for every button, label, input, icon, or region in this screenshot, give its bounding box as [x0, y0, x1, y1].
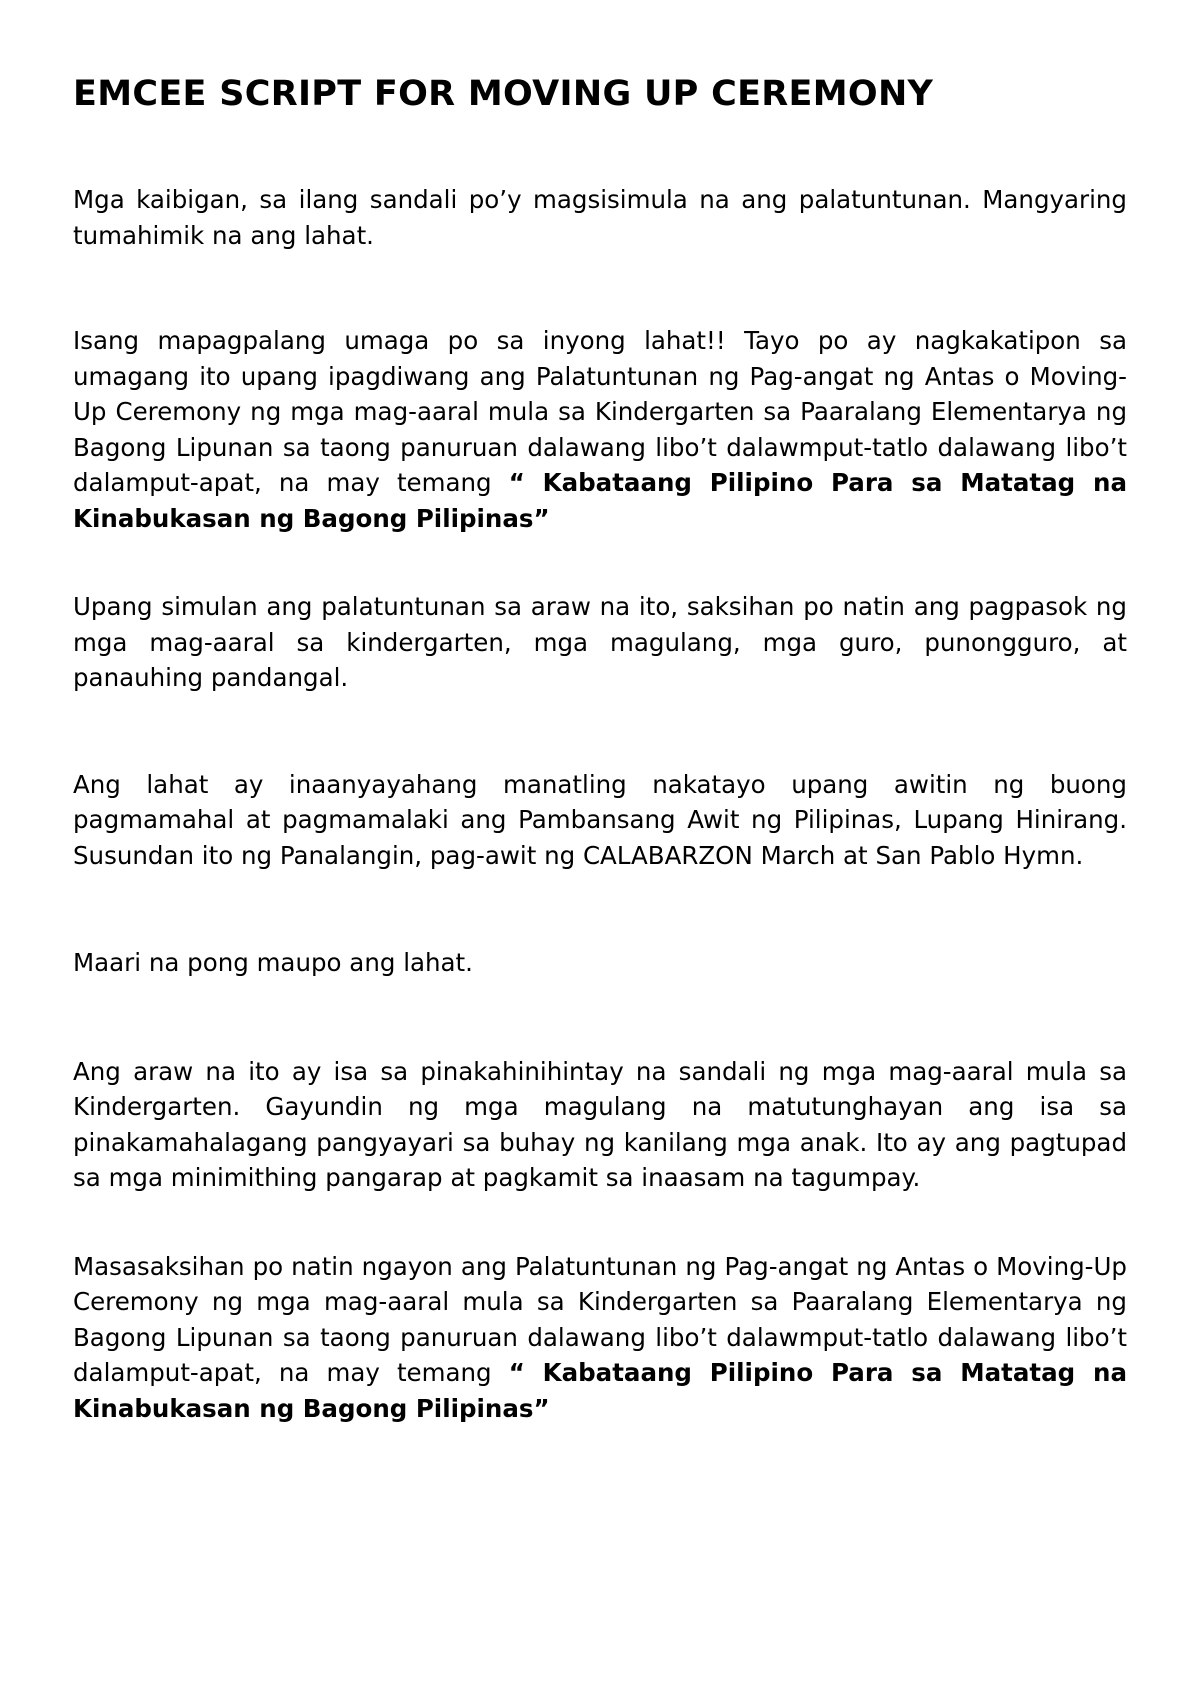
paragraph-text: Masasaksihan po natin ngayon ang Palatuntunan ng Pag-angat ng Antas o Moving-Up Ceremony ng mga mag-aaral mula sa Kindergarten sa Paaralang Elementarya ng Bagong Lipunan sa taong panuruan dalawang libo’t dalawmput-tatlo dalawang libo’t dalamput-apat, na may temang — [73, 1251, 1127, 1387]
document-title: EMCEE SCRIPT FOR MOVING UP CEREMONY — [73, 74, 934, 114]
paragraph-text: Mga kaibigan, sa ilang sandali po’y magsisimula na ang palatuntunan. Mangyaring tumahimik na ang lahat. — [73, 185, 1127, 250]
paragraph-ceremony-intro — [73, 1249, 1127, 1427]
paragraph-welcome — [73, 323, 1127, 536]
paragraph-opening-call — [73, 182, 1127, 253]
paragraph-text: Ang araw na ito ay isa sa pinakahinihintay na sandali ng mga mag-aaral mula sa Kindergarten. Gayundin ng mga magulang na matutunghayan ang isa sa pinakamahalagang pangyayari sa buhay ng kanilang mga anak. Ito ay ang pagtupad sa mga minimithing pangarap at pagkamit sa inaasam na tagumpay. — [73, 1056, 1127, 1192]
paragraph-theme-bold: “ Kabataang Pilipino Para sa Matatag na Kinabukasan ng Bagong Pilipinas” — [73, 468, 1127, 533]
paragraph-text: Maari na pong maupo ang lahat. — [73, 948, 473, 977]
paragraph-entrance — [73, 589, 1127, 696]
paragraph-text: Isang mapagpalang umaga po sa inyong lahat!! Tayo po ay nagkakatipon sa umagang ito upang ipagdiwang ang Palatuntunan ng Pag-angat ng Antas o Moving-Up Ceremony ng mga mag-aaral mula sa Kindergarten sa Paaralang Elementarya ng Bagong Lipunan sa taong panuruan dalawang libo’t dalawmput-tatlo dalawang libo’t dalamput-apat, na may temang — [73, 326, 1127, 497]
paragraph-theme-bold: “ Kabataang Pilipino Para sa Matatag na Kinabukasan ng Bagong Pilipinas” — [73, 1358, 1127, 1423]
paragraph-text: Upang simulan ang palatuntunan sa araw na ito, saksihan po natin ang pagpasok ng mga mag-aaral sa kindergarten, mga magulang, mga guro, punongguro, at panauhing pandangal. — [73, 592, 1127, 692]
paragraph-be-seated — [73, 945, 1127, 981]
paragraph-text: Ang lahat ay inaanyayahang manatling nakatayo upang awitin ng buong pagmamahal at pagmamalaki ang Pambansang Awit ng Pilipinas, Lupang Hinirang. Susundan ito ng Panalangin, pag-awit ng CALABARZON March at San Pablo Hymn. — [73, 769, 1127, 870]
paragraph-significance — [73, 1054, 1127, 1196]
paragraph-anthem — [73, 767, 1127, 874]
